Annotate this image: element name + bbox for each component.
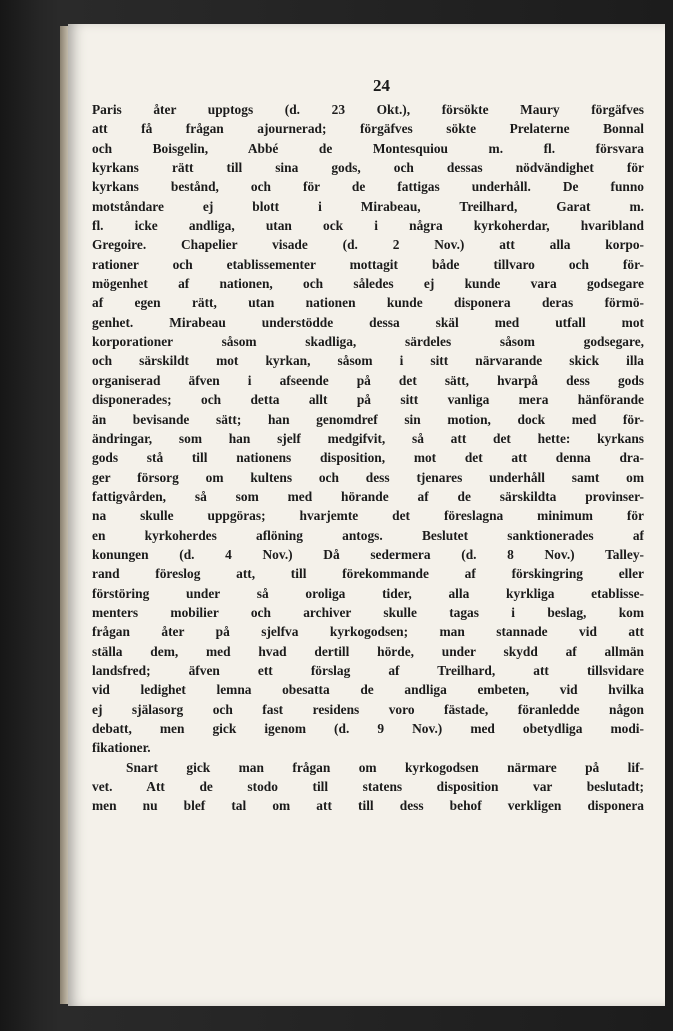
text-line: Gregoire. Chapelier visade (d. 2 Nov.) att alla korpo- [92,237,644,253]
text-line: vid ledighet lemna obesatta de andliga embeten, vid hvilka [92,682,644,698]
text-line: korporationer såsom skadliga, särdeles såsom godsegare, [92,334,644,350]
text-line: konungen (d. 4 Nov.) Då sedermera (d. 8 Nov.) Talley- [92,546,644,562]
text-line: disponerades; och detta allt på sitt vanliga mera hänförande [92,392,644,408]
text-line: na skulle uppgöras; hvarjemte det föreslagna minimum för [92,508,644,524]
text-line: mögenhet af nationen, och således ej kunde vara godsegare [92,276,644,292]
text-line: genhet. Mirabeau understödde dessa skäl med utfall mot [92,314,644,330]
text-line: kyrkans bestånd, och för de fattigas underhåll. De funno [92,179,644,195]
text-line: ger försorg om kultens och dess tjenares underhåll samt om [92,469,644,485]
text-line: att få frågan ajournerad; förgäfves sökte Prelaterne Bonnal [92,121,644,137]
text-line: af egen rätt, utan nationen kunde disponera deras förmö- [92,295,644,311]
text-line: en kyrkoherdes aflöning antogs. Beslutet sanktionerades af [92,527,644,543]
text-line: kyrkans rätt till sina gods, och dessas nödvändighet för [92,160,644,176]
text-line: förstöring under så oroliga tider, alla kyrkliga etablisse- [92,585,644,601]
text-line: fikationer. [92,740,151,756]
text-line: vet. Att de stodo till statens disposition var beslutadt; [92,779,644,795]
body-text [92,100,644,816]
text-line: och särskildt mot kyrkan, såsom i sitt närvarande skick illa [92,353,644,369]
text-line: fl. icke andliga, utan ock i några kyrkoherdar, hvaribland [92,218,644,234]
text-line: motståndare ej blott i Mirabeau, Treilhard, Garat m. [92,198,644,214]
text-line: organiserad äfven i afseende på det sätt, hvarpå dess gods [92,372,644,388]
text-line: frågan åter på sjelfva kyrkogodsen; man stannade vid att [92,624,644,640]
text-line: Snart gick man frågan om kyrkogodsen närmare på lif- [126,759,644,775]
text-line: ställa dem, med hvad dertill hörde, under skydd af allmän [92,643,644,659]
text-line: rand föreslog att, till förekommande af förskingring eller [92,566,644,582]
book-page [68,24,665,1006]
page-number: 24 [373,76,390,95]
text-line: debatt, men gick igenom (d. 9 Nov.) med obetydliga modi- [92,721,644,736]
text-line: menters mobilier och archiver skulle tagas i beslag, kom [92,604,644,620]
text-line: ej själasorg och fast residens voro fästade, föranledde någon [92,701,644,717]
text-line: och Boisgelin, Abbé de Montesquiou m. fl. försvara [92,140,644,156]
text-line: men nu blef tal om att till dess behof verkligen disponera [92,798,644,814]
text-line: rationer och etablissementer mottagit både tillvaro och för- [92,256,644,272]
text-line: Paris åter upptogs (d. 23 Okt.), försökte Maury förgäfves [92,102,644,117]
text-line: ändringar, som han sjelf medgifvit, så att det hette: kyrkans [92,430,644,446]
text-line: landsfred; äfven ett förslag af Treilhard, att tillsvidare [92,662,644,678]
text-line: fattigvården, så som med hörande af de särskildta provinser- [92,488,644,504]
text-line: gods stå till nationens disposition, mot det att denna dra- [92,450,644,466]
text-line: än bevisande sätt; han genomdref sin motion, dock med för- [92,411,644,427]
